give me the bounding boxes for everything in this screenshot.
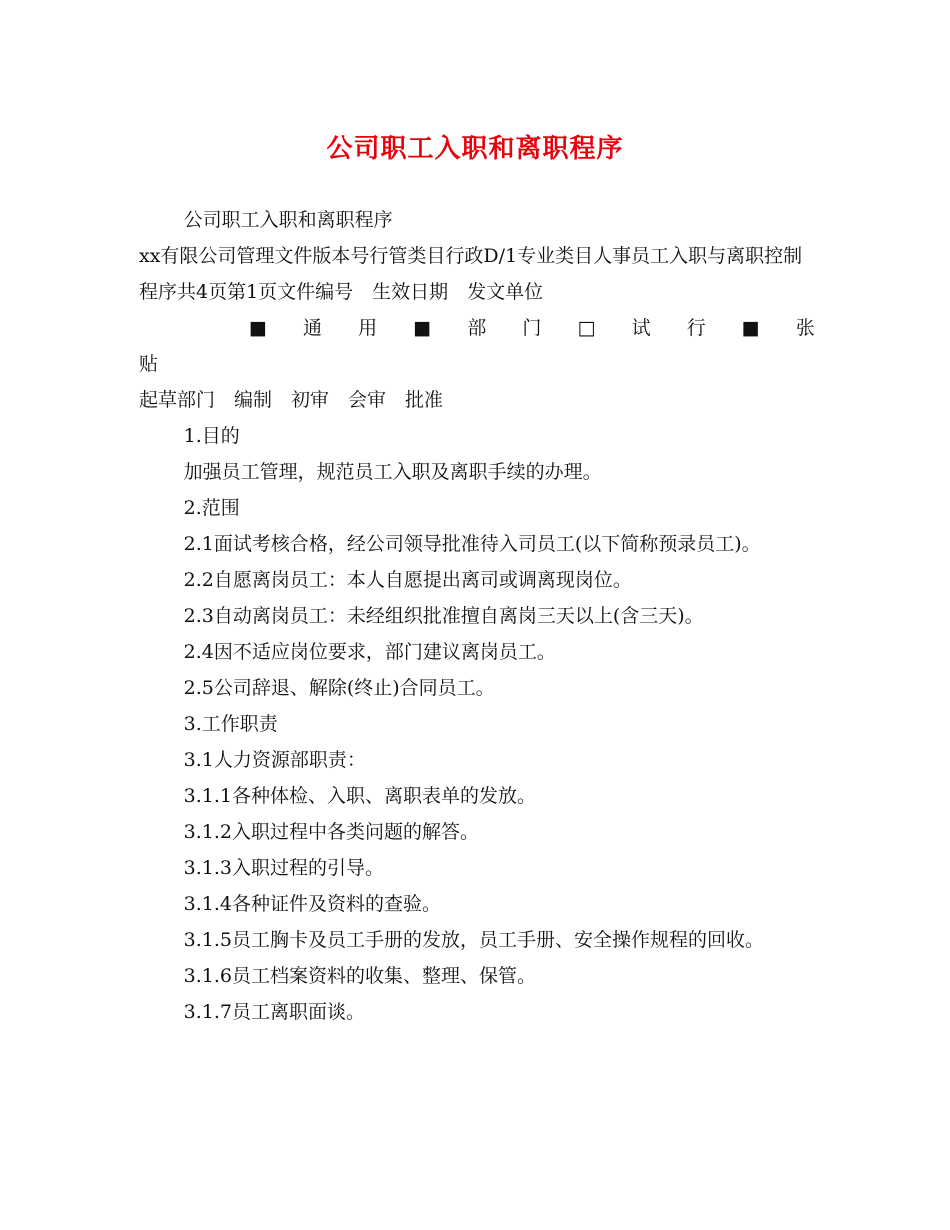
section-text: 2.4因不适应岗位要求，部门建议离岗员工。 [183, 641, 556, 663]
document-body [139, 202, 815, 1030]
section-text: 3.1.6员工档案资料的收集、整理、保管。 [183, 965, 536, 987]
checkbox-trial-icon: □ [577, 317, 596, 339]
section-text: 2.2自愿离岗员工：本人自愿提出离司或调离现岗位。 [183, 569, 632, 591]
approval-row: 起草部门 编制 初审 会审 批准 [139, 389, 444, 411]
checkbox-row-wrap: 贴 [139, 353, 159, 375]
checkbox-department-icon: ■ [413, 317, 432, 339]
section-heading: 2.范围 [183, 497, 240, 519]
section-text: 2.1面试考核合格，经公司领导批准待入司员工(以下简称预录员工)。 [183, 533, 761, 555]
section-text: 2.5公司辞退、解除(终止)合同员工。 [183, 677, 495, 699]
checkbox-label-char: 用 [358, 317, 378, 339]
checkbox-label-char: 门 [522, 317, 542, 339]
checkbox-label-char: 部 [467, 317, 487, 339]
checkbox-label-char: 张 [795, 317, 815, 339]
paragraph-file-info: xx有限公司管理文件版本号行管类目行政D/1专业类目人事员工入职与离职控制程序共4页第1页文件编号 生效日期 发文单位 [139, 245, 803, 303]
section-heading: 1.目的 [183, 425, 240, 447]
checkbox-label-char: 通 [303, 317, 323, 339]
checkbox-row [139, 310, 815, 346]
section-text: 3.1.7员工离职面谈。 [183, 1001, 365, 1023]
paragraph-subtitle: 公司职工入职和离职程序 [183, 209, 393, 231]
document-title: 公司职工入职和离职程序 [326, 134, 624, 164]
section-text: 3.1.2入职过程中各类问题的解答。 [183, 821, 479, 843]
checkbox-post-icon: ■ [741, 317, 760, 339]
section-heading: 3.工作职责 [183, 713, 278, 735]
section-text: 3.1人力资源部职责： [183, 749, 366, 771]
section-text: 3.1.1各种体检、入职、离职表单的发放。 [183, 785, 536, 807]
checkbox-general-icon: ■ [249, 317, 267, 339]
section-text: 3.1.5员工胸卡及员工手册的发放，员工手册、安全操作规程的回收。 [183, 929, 764, 951]
section-text: 2.3自动离岗员工：未经组织批准擅自离岗三天以上(含三天)。 [183, 605, 704, 627]
section-text: 加强员工管理，规范员工入职及离职手续的办理。 [183, 461, 602, 483]
section-text: 3.1.4各种证件及资料的查验。 [183, 893, 441, 915]
checkbox-label-char: 试 [631, 317, 651, 339]
checkbox-label-char: 行 [686, 317, 706, 339]
section-text: 3.1.3入职过程的引导。 [183, 857, 384, 879]
